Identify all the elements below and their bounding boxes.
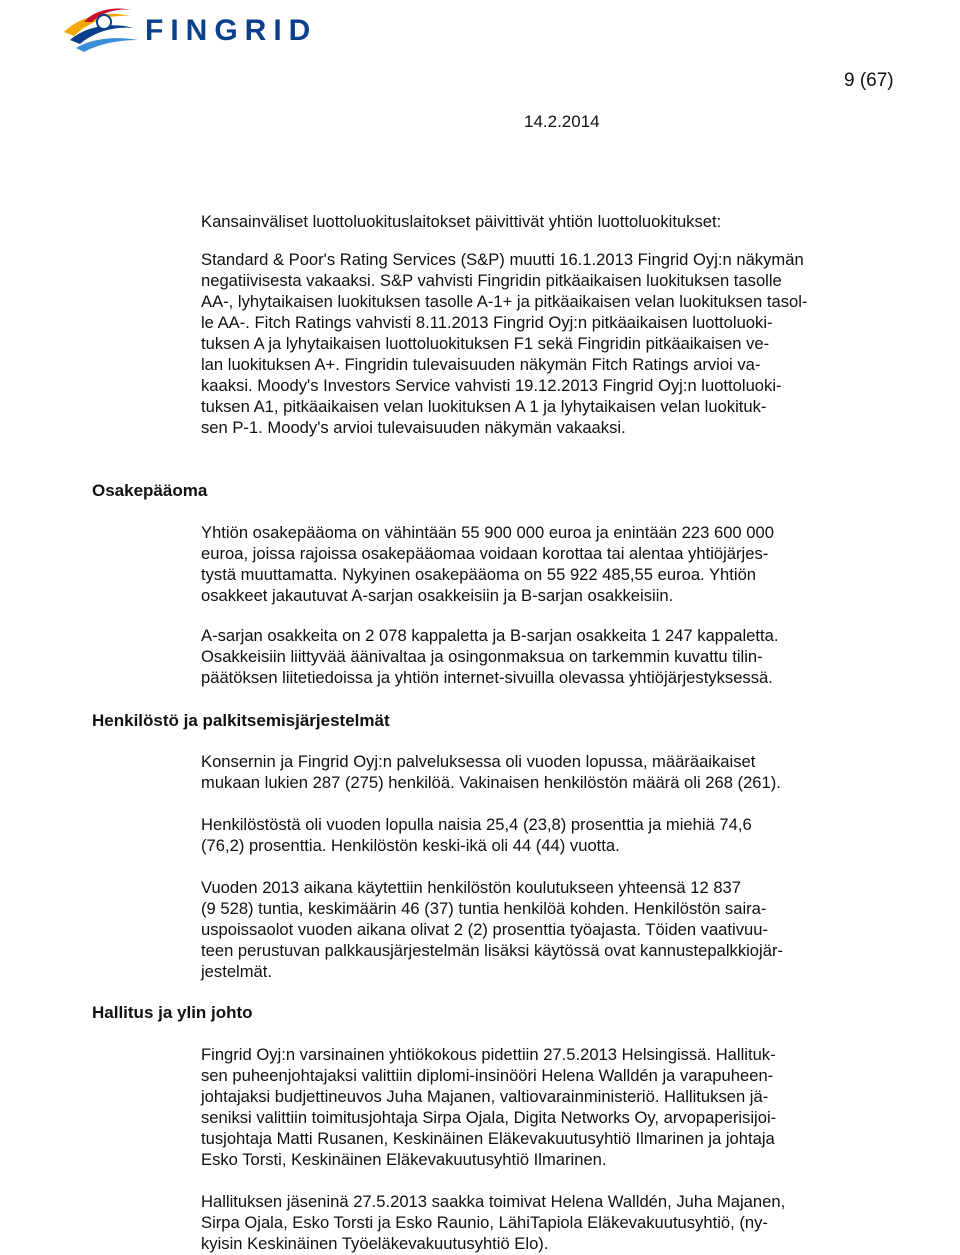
logo-mark-icon xyxy=(60,2,144,54)
text-line: Konsernin ja Fingrid Oyj:n palveluksessa oli vuoden lopussa, määräaikaiset xyxy=(201,752,756,771)
section-heading-hallitus: Hallitus ja ylin johto xyxy=(92,1003,253,1022)
text-line: sen puheenjohtajaksi valittiin diplomi-insinööri Helena Walldén ja varapuheen- xyxy=(201,1066,774,1085)
ratings-intro: Kansainväliset luottoluokituslaitokset päivittivät yhtiön luottoluokitukset: xyxy=(201,212,722,231)
text-line: tuksen A ja lyhytaikaisen luottoluokituksen F1 sekä Fingridin pitkäaikaisen ve- xyxy=(201,334,770,353)
text-line: tystä muuttamatta. Nykyinen osakepääoma on 55 922 485,55 euroa. Yhtiön xyxy=(201,565,757,584)
osakepaaoma-paragraph-1 xyxy=(201,522,841,606)
page-number: 9 (67) xyxy=(844,70,894,91)
text-line: kyisin Keskinäinen Työeläkevakuutusyhtiö Elo). xyxy=(201,1234,549,1253)
text-line: Standard & Poor's Rating Services (S&P) muutti 16.1.2013 Fingrid Oyj:n näkymän xyxy=(201,250,804,269)
text-line: tusjohtaja Matti Rusanen, Keskinäinen Eläkevakuutusyhtiö Ilmarinen ja johtaja xyxy=(201,1129,775,1148)
text-line: AA-, lyhytaikaisen luokituksen tasolle A-1+ ja pitkäaikaisen velan luokituksen tasol- xyxy=(201,292,808,311)
text-line: negatiivisesta vakaaksi. S&P vahvisti Fingridin pitkäaikaisen luokituksen tasolle xyxy=(201,271,782,290)
henkilosto-paragraph-2 xyxy=(201,814,841,856)
henkilosto-paragraph-1 xyxy=(201,751,841,793)
text-line: lan luokituksen A+. Fingridin tulevaisuuden näkymän Fitch Ratings arvioi va- xyxy=(201,355,761,374)
hallitus-paragraph-2 xyxy=(201,1191,841,1254)
ratings-paragraph xyxy=(201,249,841,438)
text-line: Henkilöstöstä oli vuoden lopulla naisia 25,4 (23,8) prosenttia ja miehiä 74,6 xyxy=(201,815,752,834)
osakepaaoma-paragraph-2 xyxy=(201,625,841,688)
text-line: Sirpa Ojala, Esko Torsti ja Esko Raunio, LähiTapiola Eläkevakuutusyhtiö, (ny- xyxy=(201,1213,768,1232)
text-line: tuksen A1, pitkäaikaisen velan luokituksen A 1 ja lyhytaikaisen velan luokituk- xyxy=(201,397,767,416)
text-line: mukaan lukien 287 (275) henkilöä. Vakinaisen henkilöstön määrä oli 268 (261). xyxy=(201,773,781,792)
hallitus-paragraph-1 xyxy=(201,1044,841,1170)
text-line: jestelmät. xyxy=(201,962,273,981)
text-line: päätöksen liitetiedoissa ja yhtiön internet-sivuilla olevassa yhtiöjärjestyksessä. xyxy=(201,668,773,687)
fingrid-logo xyxy=(60,2,318,54)
document-date: 14.2.2014 xyxy=(524,112,600,131)
text-line: le AA-. Fitch Ratings vahvisti 8.11.2013 Fingrid Oyj:n pitkäaikaisen luottoluoki- xyxy=(201,313,773,332)
text-line: teen perustuvan palkkausjärjestelmän lisäksi käytössä ovat kannustepalkkiojär- xyxy=(201,941,784,960)
text-line: Esko Torsti, Keskinäinen Eläkevakuutusyhtiö Ilmarinen. xyxy=(201,1150,607,1169)
section-heading-osakepaaoma: Osakepääoma xyxy=(92,481,208,500)
text-line: johtajaksi budjettineuvos Juha Majanen, valtiovarainministeriö. Hallituksen jä- xyxy=(201,1087,769,1106)
text-line: Hallituksen jäseninä 27.5.2013 saakka toimivat Helena Walldén, Juha Majanen, xyxy=(201,1192,786,1211)
text-line: A-sarjan osakkeita on 2 078 kappaletta ja B-sarjan osakkeita 1 247 kappaletta. xyxy=(201,626,779,645)
text-line: Yhtiön osakepääoma on vähintään 55 900 000 euroa ja enintään 223 600 000 xyxy=(201,523,774,542)
text-line: Fingrid Oyj:n varsinainen yhtiökokous pidettiin 27.5.2013 Helsingissä. Hallituk- xyxy=(201,1045,776,1064)
text-line: kaaksi. Moody's Investors Service vahvisti 19.12.2013 Fingrid Oyj:n luottoluoki- xyxy=(201,376,782,395)
logo-wordmark: FINGRID xyxy=(145,14,318,47)
henkilosto-paragraph-3 xyxy=(201,877,841,982)
text-line: Osakkeisiin liittyvää äänivaltaa ja osingonmaksua on tarkemmin kuvattu tilin- xyxy=(201,647,763,666)
text-line: seniksi valittiin toimitusjohtaja Sirpa Ojala, Digita Networks Oy, arvopaperisijoi- xyxy=(201,1108,777,1127)
text-line: Vuoden 2013 aikana käytettiin henkilöstön koulutukseen yhteensä 12 837 xyxy=(201,878,742,897)
text-line: sen P-1. Moody's arvioi tulevaisuuden näkymän vakaaksi. xyxy=(201,418,626,437)
text-line: (9 528) tuntia, keskimäärin 46 (37) tuntia henkilöä kohden. Henkilöstön saira- xyxy=(201,899,767,918)
section-heading-henkilosto: Henkilöstö ja palkitsemisjärjestelmät xyxy=(92,711,390,730)
text-line: (76,2) prosenttia. Henkilöstön keski-ikä oli 44 (44) vuotta. xyxy=(201,836,620,855)
text-line: osakkeet jakautuvat A-sarjan osakkeisiin ja B-sarjan osakkeisiin. xyxy=(201,586,674,605)
text-line: euroa, joissa rajoissa osakepääomaa voidaan korottaa tai alentaa yhtiöjärjes- xyxy=(201,544,769,563)
text-line: uspoissaolot vuoden aikana olivat 2 (2) prosenttia työajasta. Töiden vaativuu- xyxy=(201,920,768,939)
